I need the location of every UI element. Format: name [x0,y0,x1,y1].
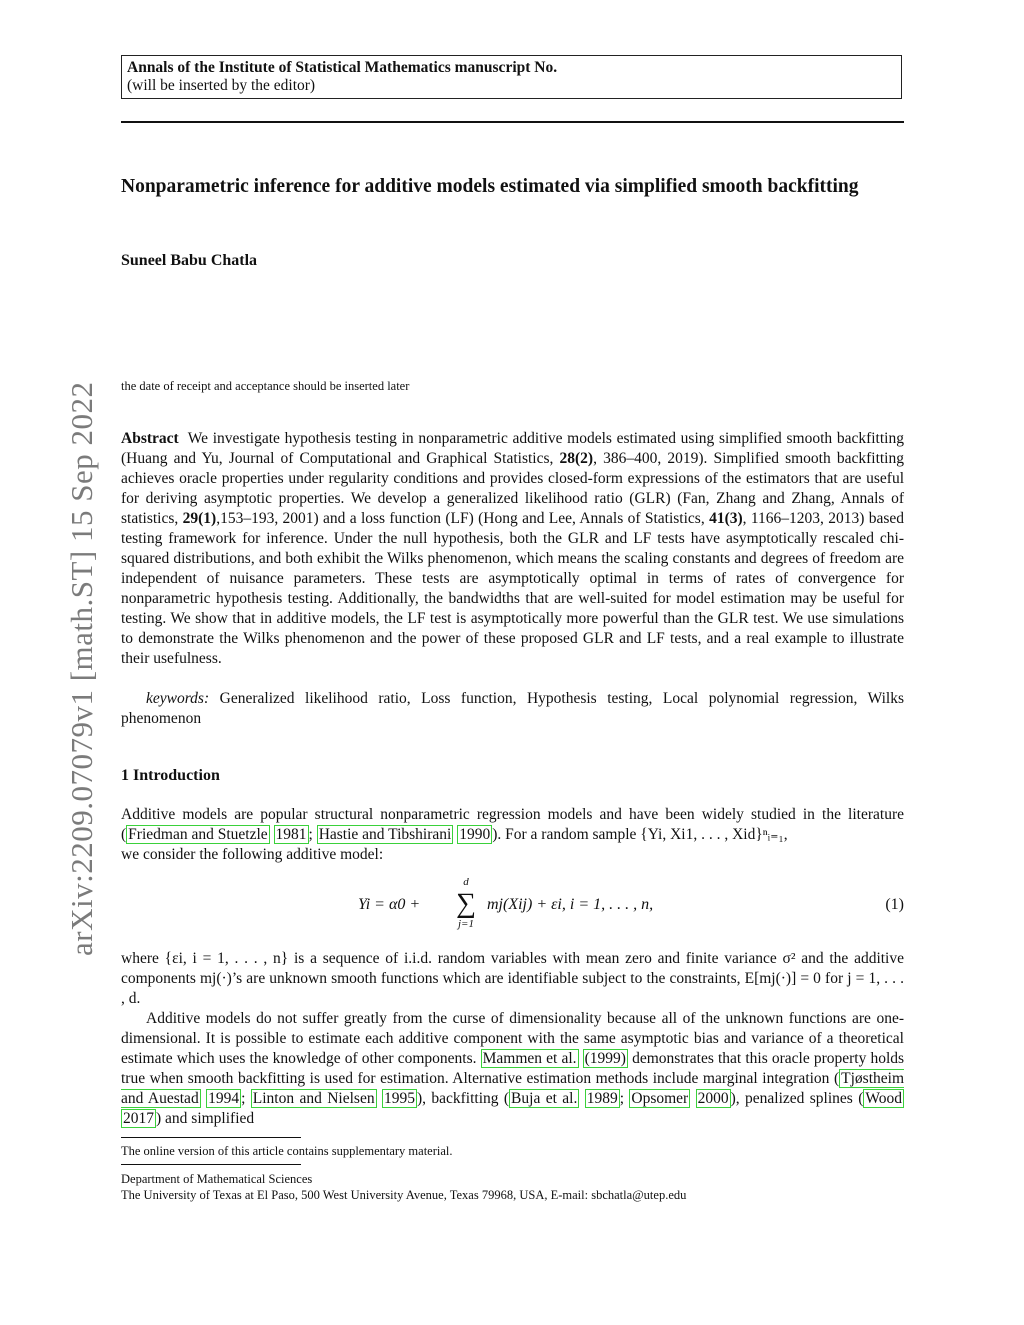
citation-wood-year[interactable]: 2017 [123,1110,154,1127]
affiliation-rule [121,1164,301,1165]
author-name: Suneel Babu Chatla [121,252,258,269]
citation-opsomer-year[interactable]: 2000 [697,1090,729,1107]
citation-linton[interactable]: Linton and Nielsen [252,1090,375,1107]
abstract-text-d: , 1166–1203, 2013) based testing framework for inference. Under the null hypothesis, both the GLR and LF tests have asymptotically rescaled chi-squared distributions, and both exhibit the Wilks phenomenon, which means the scaling constants and degrees of freedom are independent of nuisance parameters. These tests are asymptotically optimal in terms of rates of convergence for nonparametric hypothesis testing. Additionally, the bandwidths that are well-suited for model estimation may be useful for testing. We show that in additive models, the LF test is asymptotically more powerful than the GLR test. We use simulations to demonstrate the Wilks phenomenon and the power of these proposed GLR and LF tests, and a real example to illustrate their usefulness. [121,510,905,667]
equation-number: (1) [885,896,904,913]
receipt-note: the date of receipt and acceptance should be inserted later [121,379,410,393]
citation-hastie[interactable]: Hastie and Tibshirani [318,826,452,843]
arxiv-stamp: arXiv:2209.07079v1 [math.ST] 15 Sep 2022 [64,381,99,956]
equation-lhs: Yi = α0 + [358,896,421,913]
abstract-volume-2: 29(1) [182,510,217,527]
citation-mammen-year[interactable]: (1999) [584,1050,626,1067]
affiliation-address: The University of Texas at El Paso, 500 West University Avenue, Texas 79968, USA, E-mail: sbchatla@utep.edu [121,1188,687,1202]
header-rule [121,121,904,123]
sum-lower-limit: j=1 [458,918,474,930]
abstract-label: Abstract [121,430,179,447]
intro-p1-text-c: we consider the following additive model: [121,846,384,863]
intro-p3-text-e: ) and simplified [156,1110,255,1127]
affiliation [121,1171,686,1203]
abstract-text-b: , 386–400, 2019). Simplified smooth backfitting achieves oracle properties under regularity conditions and provides closed-form expressions of the estimators that are useful for deriving asymptotic properties. We develop a generalized likelihood ratio (GLR) (Fan, Zhang and Zhang, Annals of statistics, [121,450,904,527]
abstract-volume-1: 28(2) [559,450,594,467]
journal-header-box [121,55,902,99]
abstract-text-a: We investigate hypothesis testing in nonparametric additive models estimated using simplified smooth backfitting (Huang and Yu, Journal of Computational and Graphical Statistics, [121,430,904,467]
intro-p3-text-c: ), backfitting ( [416,1090,510,1107]
journal-title: Annals of the Institute of Statistical Mathematics manuscript No. [127,59,558,76]
section-heading: 1 Introduction [121,767,220,784]
citation-friedman-year[interactable]: 1981 [275,826,307,843]
citation-buja[interactable]: Buja et al. [511,1090,578,1107]
summation-symbol [451,876,481,930]
citation-mammen[interactable]: Mammen et al. [482,1050,577,1067]
citation-linton-year[interactable]: 1995 [383,1090,415,1107]
intro-p1-text-b: ). For a random sample {Yi, Xi1, . . . , Xid}ⁿᵢ₌₁, [492,826,788,843]
journal-note: (will be inserted by the editor) [127,77,316,94]
abstract [121,429,904,669]
intro-p1-text-a: Additive models are popular structural nonparametric regression models and have been widely studied in the literature ( [121,806,904,843]
keywords [121,689,904,729]
citation-buja-year[interactable]: 1989 [586,1090,618,1107]
sum-upper-limit: d [463,876,469,888]
citation-opsomer[interactable]: Opsomer [631,1090,689,1107]
affiliation-department: Department of Mathematical Sciences [121,1172,313,1186]
intro-paragraph-3: Additive models do not suffer greatly from the curse of dimensionality because all of the unknown functions are one-dimensional. It is possible to estimate each additive component with the same asymptotic bias and variance of a theoretical estimate which uses the knowledge of other components. Mammen et al. (1999) demonstrates that this oracle property holds true when smooth backfitting is used for estimation. Alternative estimation methods include marginal integration ( Tjøstheim and Auestad 1994 ; Linton and Nielsen 1995 ), backfitting ( Buja et al. 1989 ; Opsomer 2000 ), penalized splines ( Wood 2017 ) and simplified [121,1010,905,1127]
citation-friedman[interactable]: Friedman and Stuetzle [128,826,268,843]
intro-p3-text-b: demonstrates that this oracle property holds true when smooth backfitting is used for estimation. Alternative estimation methods include marginal integration ( [121,1050,905,1087]
abstract-volume-3: 41(3) [709,510,743,527]
citation-hastie-year[interactable]: 1990 [459,826,491,843]
citation-tjostheim[interactable]: Tjøstheim and Auestad [121,1070,904,1107]
intro-p3-text-d: ), penalized splines ( [730,1090,864,1107]
abstract-text-c: ,153–193, 2001) and a loss function (LF) (Hong and Lee, Annals of Statistics, [216,510,705,527]
paper-title: Nonparametric inference for additive models estimated via simplified smooth backfitting [121,176,859,197]
intro-p3-text-a: Additive models do not suffer greatly from the curse of dimensionality because all of the unknown functions are one-dimensional. It is possible to estimate each additive component with the same asymptotic bias and variance of a theoretical estimate which uses the knowledge of other components. [121,1010,904,1067]
keywords-text: Generalized likelihood ratio, Loss function, Hypothesis testing, Local polynomial regression, Wilks phenomenon [121,690,904,727]
sum-sign: ∑ [456,888,476,919]
equation-1 [121,876,904,938]
footnote-online-version: The online version of this article contains supplementary material. [121,1144,453,1158]
intro-paragraph-1: Additive models are popular structural nonparametric regression models and have been widely studied in the literature ( Friedman and Stuetzle 1981 ; Hastie and Tibshirani 1990 ). For a random sample {Yi, Xi1, . . . , Xid}ⁿᵢ₌₁, [121,806,904,843]
citation-tjostheim-year[interactable]: 1994 [208,1090,240,1107]
footnote-rule [121,1137,301,1138]
intro-paragraph-2: where {εi, i = 1, . . . , n} is a sequence of i.i.d. random variables with mean zero and finite variance σ² and the additive components mj(·)’s are unknown smooth functions which are identifiable subject to the constraints, E[mj(·)] = 0 for j = 1, . . . , d. [121,950,904,1007]
keywords-label: keywords: [146,690,210,707]
equation-rhs: mj(Xij) + εi, i = 1, . . . , n, [487,896,654,913]
citation-wood[interactable]: Wood [865,1090,902,1107]
